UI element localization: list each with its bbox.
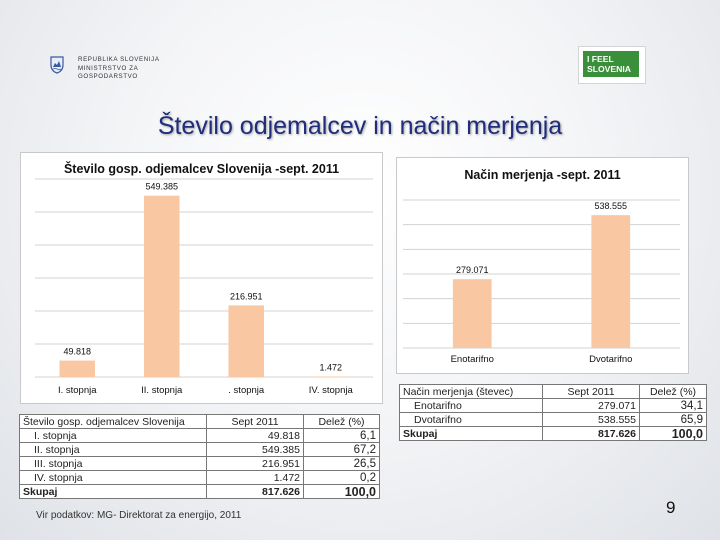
table-row [400,399,707,413]
table-header-row [20,415,380,429]
row-share: 67,2 [304,443,380,457]
table-header-cell: Delež (%) [640,385,707,399]
row-share: 6,1 [304,429,380,443]
metering-chart-plot [397,158,688,373]
data-label: 1.472 [319,362,343,373]
ministry-line-2: MINISTRSTVO ZA [78,64,139,72]
table-header-cell: Sept 2011 [543,385,640,399]
customers-chart-plot [21,153,382,403]
data-label: 549.385 [145,181,179,192]
brand-line-2: SLOVENIA [587,64,631,74]
total-label: Skupaj [400,427,543,441]
bar [229,305,264,377]
total-value: 817.626 [207,485,304,499]
row-label: IV. stopnja [20,471,207,485]
category-label: II. stopnja [141,385,183,396]
slide-title: Število odjemalcev in način merjenja [157,112,563,140]
data-label: 538.555 [594,201,628,212]
bar [313,377,348,378]
table-header-cell: Sept 2011 [207,415,304,429]
customers-table [19,414,380,499]
coat-of-arms-icon [50,56,64,74]
row-value: 549.385 [207,443,304,457]
chart-title-metering: Način merjenja -sept. 2011 [464,168,621,182]
row-label: III. stopnja [20,457,207,471]
bar [591,215,630,348]
data-label: 279.071 [455,265,489,276]
brand-logo-block [583,51,639,77]
row-label: Dvotarifno [400,413,543,427]
bar [60,361,95,377]
table-row [20,471,380,485]
bar [453,279,492,348]
i-feel-slovenia-logo [578,46,646,84]
category-label: Enotarifno [450,354,494,365]
row-value: 1.472 [207,471,304,485]
table-total-row [400,427,707,441]
row-value: 538.555 [543,413,640,427]
category-label: I. stopnja [57,385,97,396]
data-label: 216.951 [229,291,263,302]
row-label: Enotarifno [400,399,543,413]
table-header-cell: Način merjenja (števec) [400,385,543,399]
row-value: 216.951 [207,457,304,471]
chart-title-customers: Število gosp. odjemalcev Slovenija -sept. 2011 [63,162,340,176]
data-label: 49.818 [63,346,92,357]
category-label: . stopnja [228,385,265,396]
row-share: 26,5 [304,457,380,471]
total-label: Skupaj [20,485,207,499]
metering-chart [396,157,689,374]
table-header-cell: Delež (%) [304,415,380,429]
table-row [20,457,380,471]
table-header-cell: Število gosp. odjemalcev Slovenija [20,415,207,429]
total-share: 100,0 [640,427,707,441]
table-row [20,429,380,443]
brand-line-1: I FEEL [587,54,614,64]
table-total-row [20,485,380,499]
customers-chart [20,152,383,404]
row-label: II. stopnja [20,443,207,457]
ministry-line-3: GOSPODARSTVO [78,73,138,80]
table-header-row [400,385,707,399]
row-share: 65,9 [640,413,707,427]
table-row [20,443,380,457]
total-value: 817.626 [543,427,640,441]
row-share: 0,2 [304,471,380,485]
row-label: I. stopnja [20,429,207,443]
row-value: 49.818 [207,429,304,443]
metering-table [399,384,707,441]
ministry-line-1: REPUBLIKA SLOVENIJA [78,56,160,63]
row-value: 279.071 [543,399,640,413]
category-label: IV. stopnja [308,385,353,396]
bar [144,196,179,377]
ministry-name [78,56,160,82]
row-share: 34,1 [640,399,707,413]
page-number: 9 [666,498,676,517]
source-note: Vir podatkov: MG- Direktorat za energijo, 2011 [36,510,242,521]
category-label: Dvotarifno [589,354,633,365]
table-row [400,413,707,427]
total-share: 100,0 [304,485,380,499]
